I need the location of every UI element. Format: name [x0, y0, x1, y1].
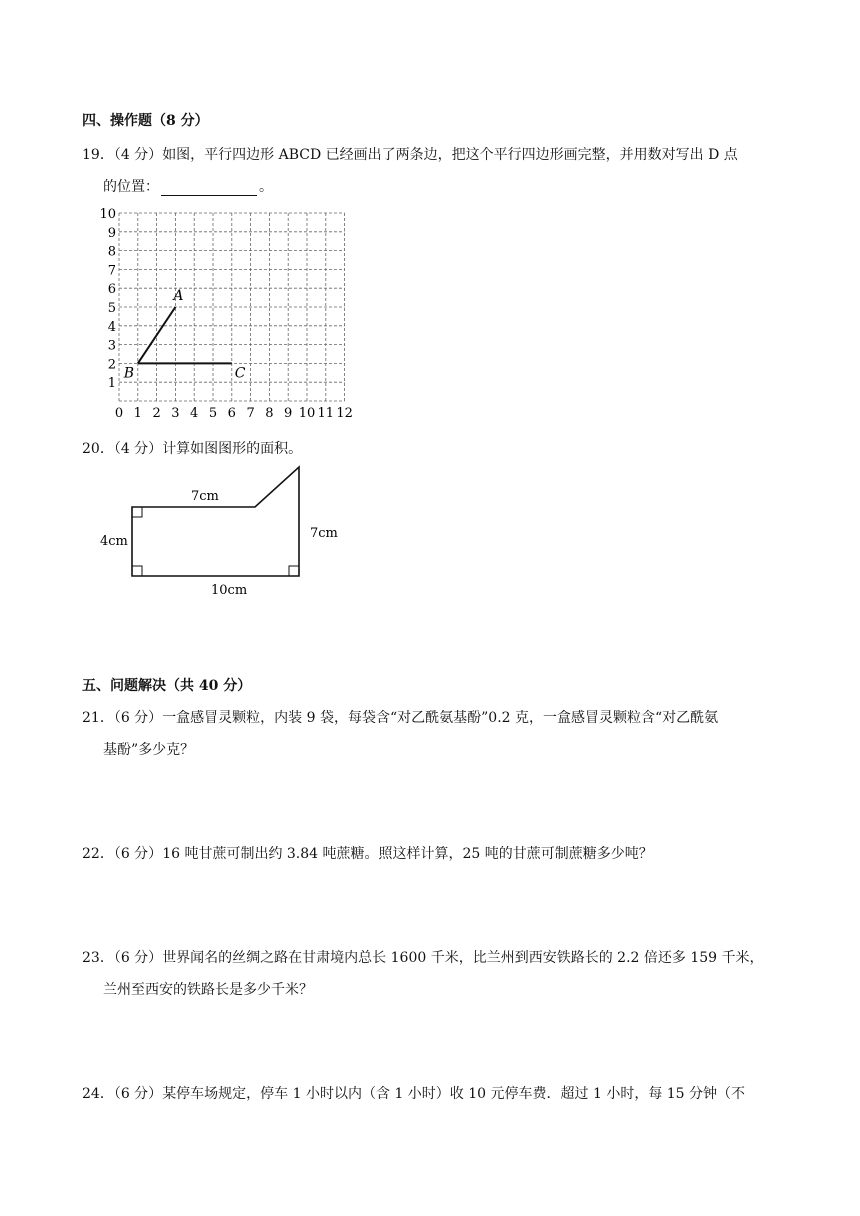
y-tick-label: 6 [107, 282, 116, 298]
x-tick-label: 10 [298, 406, 316, 421]
question-number: 19． [82, 147, 114, 163]
x-tick-label: 8 [265, 406, 274, 421]
question-number: 20． [82, 441, 114, 457]
question-number: 21． [82, 710, 114, 726]
question-21-line2: 基酚”多少克？ [103, 742, 195, 758]
section-title-5: 五、问题解决（共 40 分） [82, 678, 252, 694]
question-19-line2 [103, 176, 273, 196]
point-label-a: A [173, 288, 184, 304]
x-tick-label: 6 [227, 406, 236, 421]
y-tick-label: 9 [107, 225, 116, 241]
x-tick-label: 2 [152, 406, 161, 421]
label-right: 7cm [310, 526, 338, 541]
y-tick-label: 1 [107, 376, 116, 392]
x-tick-label: 4 [190, 406, 199, 421]
y-tick-label: 7 [107, 263, 116, 279]
question-24 [82, 1083, 745, 1103]
question-score: （4 分） [113, 441, 163, 457]
question-text: 如图，平行四边形 ABCD 已经画出了两条边，把这个平行四边形画完整，并用数对写出 D 点 [162, 147, 738, 163]
y-tick-label: 2 [107, 357, 116, 373]
question-text: 计算如图图形的面积。 [162, 441, 303, 457]
question-23-line2: 兰州至西安的铁路长是多少千米？ [103, 982, 313, 998]
question-23 [82, 947, 764, 967]
point-label-c: C [234, 365, 246, 382]
figure-outline [132, 467, 299, 576]
question-score: （6 分） [113, 1086, 163, 1102]
point-label-b: B [123, 365, 135, 382]
question-text: 一盒感冒灵颗粒，内装 9 袋，每袋含“对乙酰氨基酚”0.2 克，一盒感冒灵颗粒含“对乙酰氨 [162, 710, 719, 726]
x-tick-labels [115, 406, 353, 421]
x-tick-label: 5 [208, 406, 218, 421]
x-tick-label: 0 [114, 406, 124, 421]
x-tick-label: 12 [336, 406, 353, 421]
question-number: 22． [82, 846, 114, 862]
question-20 [82, 438, 302, 458]
x-tick-label: 3 [171, 406, 180, 421]
label-bottom: 10cm [211, 583, 248, 598]
x-tick-label: 7 [246, 406, 255, 421]
area-figure [95, 460, 350, 600]
x-tick-label: 9 [284, 406, 293, 421]
question-text: 世界闻名的丝绸之路在甘肃境内总长 1600 千米，比兰州到西安铁路长的 2.2 倍还多 159 千米， [162, 950, 764, 966]
question-21 [82, 707, 718, 727]
question-score: （6 分） [113, 950, 163, 966]
answer-blank[interactable] [161, 181, 257, 196]
right-angle-mark-top-left [132, 507, 142, 517]
question-19 [82, 144, 738, 164]
y-tick-label: 10 [99, 207, 116, 222]
y-tick-labels [99, 207, 116, 391]
y-tick-label: 4 [107, 319, 116, 335]
y-tick-label: 3 [107, 338, 116, 354]
right-angle-mark-bottom-left [132, 566, 142, 576]
label-top: 7cm [191, 489, 219, 504]
right-angle-mark-bottom-right [289, 566, 299, 576]
y-tick-label: 5 [107, 301, 116, 316]
x-tick-label: 11 [317, 406, 335, 421]
section-title-4: 四、操作题（8 分） [82, 113, 209, 129]
question-text: 某停车场规定，停车 1 小时以内（含 1 小时）收 10 元停车费．超过 1 小时，每 15 分钟（不 [162, 1086, 746, 1102]
question-text: 16 吨甘蔗可制出约 3.84 吨蔗糖。照这样计算，25 吨的甘蔗可制蔗糖多少吨？ [162, 846, 653, 862]
question-number: 23． [82, 950, 114, 966]
x-tick-label: 1 [133, 406, 142, 421]
answer-suffix: 。 [259, 179, 273, 195]
coordinate-grid [95, 205, 365, 427]
question-score: （6 分） [113, 710, 163, 726]
question-score: （4 分） [113, 147, 163, 163]
label-left: 4cm [100, 534, 128, 549]
question-22 [82, 843, 653, 863]
answer-prompt: 的位置： [103, 179, 159, 195]
point-labels [123, 288, 246, 381]
grid-lines [119, 213, 345, 401]
question-number: 24． [82, 1086, 114, 1102]
question-score: （6 分） [113, 846, 163, 862]
y-tick-label: 8 [107, 244, 116, 260]
